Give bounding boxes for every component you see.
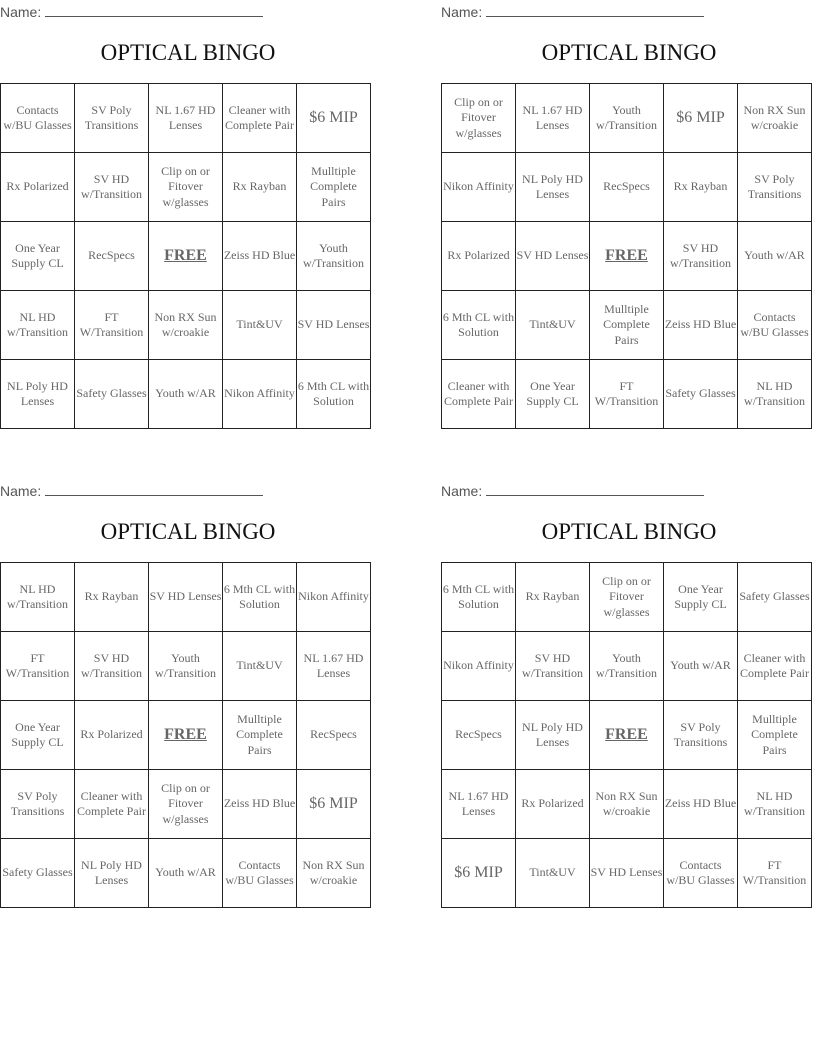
bingo-cell: NL HD w/Transition <box>738 770 812 839</box>
bingo-cell: Rx Polarized <box>516 770 590 839</box>
free-space: FREE <box>590 222 664 291</box>
bingo-row <box>442 291 812 360</box>
bingo-cell: Youth w/AR <box>664 632 738 701</box>
name-row <box>441 3 711 20</box>
name-row <box>441 482 711 499</box>
card-title: OPTICAL BINGO <box>541 519 717 544</box>
bingo-cell: $6 MIP <box>297 84 371 153</box>
bingo-cell: One Year Supply CL <box>1 701 75 770</box>
bingo-cell: 6 Mth CL with Solution <box>442 291 516 360</box>
name-label: Name: <box>441 483 483 499</box>
bingo-cell: Rx Polarized <box>442 222 516 291</box>
bingo-row <box>1 701 371 770</box>
bingo-cell: Youth w/Transition <box>590 632 664 701</box>
card-title: OPTICAL BINGO <box>541 40 717 65</box>
bingo-row <box>442 563 812 632</box>
bingo-row <box>1 770 371 839</box>
free-space: FREE <box>590 701 664 770</box>
bingo-cell: Tint&UV <box>516 839 590 908</box>
bingo-row <box>442 84 812 153</box>
bingo-cell: One Year Supply CL <box>664 563 738 632</box>
bingo-cell: Contacts w/BU Glasses <box>1 84 75 153</box>
bingo-cell: SV HD Lenses <box>149 563 223 632</box>
bingo-cell: Youth w/Transition <box>297 222 371 291</box>
bingo-cell: SV Poly Transitions <box>664 701 738 770</box>
bingo-cell: Rx Polarized <box>75 701 149 770</box>
name-row <box>0 482 270 499</box>
bingo-row <box>1 291 371 360</box>
bingo-cell: RecSpecs <box>75 222 149 291</box>
bingo-cell: Mulltiple Complete Pairs <box>297 153 371 222</box>
bingo-cell: FT W/Transition <box>738 839 812 908</box>
bingo-cell: Mulltiple Complete Pairs <box>223 701 297 770</box>
bingo-cell: Cleaner with Complete Pair <box>223 84 297 153</box>
bingo-cell: Tint&UV <box>223 291 297 360</box>
bingo-grid <box>441 83 812 429</box>
bingo-cell: SV HD w/Transition <box>516 632 590 701</box>
bingo-cell: Clip on or Fitover w/glasses <box>442 84 516 153</box>
bingo-cell: Rx Rayban <box>516 563 590 632</box>
bingo-row <box>1 839 371 908</box>
bingo-cell: SV HD w/Transition <box>75 632 149 701</box>
bingo-cell: Youth w/AR <box>149 360 223 429</box>
name-label: Name: <box>441 4 483 20</box>
bingo-cell: Zeiss HD Blue <box>223 222 297 291</box>
free-space: FREE <box>149 222 223 291</box>
bingo-cell: Mulltiple Complete Pairs <box>738 701 812 770</box>
bingo-grid <box>0 83 371 429</box>
bingo-cell: Non RX Sun w/croakie <box>590 770 664 839</box>
bingo-cell: NL Poly HD Lenses <box>75 839 149 908</box>
bingo-cell: NL 1.67 HD Lenses <box>442 770 516 839</box>
bingo-cell: Youth w/AR <box>149 839 223 908</box>
name-label: Name: <box>0 483 42 499</box>
bingo-cell: NL Poly HD Lenses <box>516 701 590 770</box>
bingo-row <box>442 632 812 701</box>
bingo-cell: Clip on or Fitover w/glasses <box>149 770 223 839</box>
bingo-cell: $6 MIP <box>297 770 371 839</box>
name-row <box>0 3 270 20</box>
bingo-cell: $6 MIP <box>664 84 738 153</box>
bingo-cell: 6 Mth CL with Solution <box>223 563 297 632</box>
bingo-cell: Mulltiple Complete Pairs <box>590 291 664 360</box>
bingo-cell: 6 Mth CL with Solution <box>442 563 516 632</box>
bingo-cell: SV HD Lenses <box>590 839 664 908</box>
bingo-row <box>442 701 812 770</box>
bingo-cell: Safety Glasses <box>664 360 738 429</box>
bingo-cell: Nikon Affinity <box>297 563 371 632</box>
bingo-cell: SV HD w/Transition <box>75 153 149 222</box>
bingo-cell: Zeiss HD Blue <box>223 770 297 839</box>
bingo-cell: Nikon Affinity <box>442 632 516 701</box>
bingo-cell: SV Poly Transitions <box>1 770 75 839</box>
bingo-cell: Safety Glasses <box>75 360 149 429</box>
bingo-cell: 6 Mth CL with Solution <box>297 360 371 429</box>
bingo-cell: $6 MIP <box>442 839 516 908</box>
bingo-cell: Youth w/Transition <box>149 632 223 701</box>
bingo-row <box>442 360 812 429</box>
bingo-row <box>442 770 812 839</box>
bingo-row <box>1 360 371 429</box>
bingo-cell: SV HD Lenses <box>297 291 371 360</box>
bingo-cell: Tint&UV <box>223 632 297 701</box>
bingo-cell: Non RX Sun w/croakie <box>738 84 812 153</box>
bingo-cell: FT W/Transition <box>590 360 664 429</box>
bingo-cell: Cleaner with Complete Pair <box>442 360 516 429</box>
bingo-cell: SV Poly Transitions <box>75 84 149 153</box>
bingo-cell: One Year Supply CL <box>1 222 75 291</box>
bingo-cell: Zeiss HD Blue <box>664 291 738 360</box>
name-line <box>45 3 263 17</box>
bingo-row <box>1 632 371 701</box>
bingo-cell: One Year Supply CL <box>516 360 590 429</box>
bingo-cell: NL 1.67 HD Lenses <box>516 84 590 153</box>
name-label: Name: <box>0 4 42 20</box>
bingo-cell: Contacts w/BU Glasses <box>738 291 812 360</box>
bingo-row <box>1 563 371 632</box>
bingo-cell: Tint&UV <box>516 291 590 360</box>
bingo-cell: Cleaner with Complete Pair <box>738 632 812 701</box>
bingo-cell: RecSpecs <box>442 701 516 770</box>
bingo-cell: RecSpecs <box>590 153 664 222</box>
bingo-cell: RecSpecs <box>297 701 371 770</box>
bingo-cell: Nikon Affinity <box>223 360 297 429</box>
bingo-cell: Non RX Sun w/croakie <box>149 291 223 360</box>
bingo-row <box>1 222 371 291</box>
bingo-cell: NL 1.67 HD Lenses <box>297 632 371 701</box>
bingo-cell: Rx Rayban <box>75 563 149 632</box>
bingo-cell: Contacts w/BU Glasses <box>223 839 297 908</box>
bingo-row <box>1 84 371 153</box>
bingo-cell: Safety Glasses <box>738 563 812 632</box>
bingo-cell: Safety Glasses <box>1 839 75 908</box>
bingo-cell: NL Poly HD Lenses <box>516 153 590 222</box>
card-title: OPTICAL BINGO <box>100 40 276 65</box>
bingo-row <box>442 153 812 222</box>
bingo-cell: NL HD w/Transition <box>1 563 75 632</box>
name-line <box>486 482 704 496</box>
bingo-cell: NL Poly HD Lenses <box>1 360 75 429</box>
bingo-row <box>442 839 812 908</box>
bingo-cell: Clip on or Fitover w/glasses <box>590 563 664 632</box>
bingo-cell: NL HD w/Transition <box>1 291 75 360</box>
bingo-cell: NL HD w/Transition <box>738 360 812 429</box>
bingo-cell: Nikon Affinity <box>442 153 516 222</box>
bingo-cell: SV Poly Transitions <box>738 153 812 222</box>
bingo-cell: FT W/Transition <box>1 632 75 701</box>
bingo-cell: SV HD Lenses <box>516 222 590 291</box>
bingo-cell: Youth w/AR <box>738 222 812 291</box>
bingo-row <box>1 153 371 222</box>
free-space: FREE <box>149 701 223 770</box>
name-line <box>486 3 704 17</box>
bingo-cell: Youth w/Transition <box>590 84 664 153</box>
bingo-cell: FT W/Transition <box>75 291 149 360</box>
bingo-grid <box>0 562 371 908</box>
card-title: OPTICAL BINGO <box>100 519 276 544</box>
bingo-cell: Rx Rayban <box>223 153 297 222</box>
bingo-cell: SV HD w/Transition <box>664 222 738 291</box>
bingo-cell: Clip on or Fitover w/glasses <box>149 153 223 222</box>
bingo-grid <box>441 562 812 908</box>
bingo-cell: NL 1.67 HD Lenses <box>149 84 223 153</box>
bingo-row <box>442 222 812 291</box>
bingo-cell: Rx Rayban <box>664 153 738 222</box>
bingo-cell: Rx Polarized <box>1 153 75 222</box>
bingo-cell: Contacts w/BU Glasses <box>664 839 738 908</box>
name-line <box>45 482 263 496</box>
bingo-cell: Zeiss HD Blue <box>664 770 738 839</box>
bingo-cell: Non RX Sun w/croakie <box>297 839 371 908</box>
bingo-cell: Cleaner with Complete Pair <box>75 770 149 839</box>
